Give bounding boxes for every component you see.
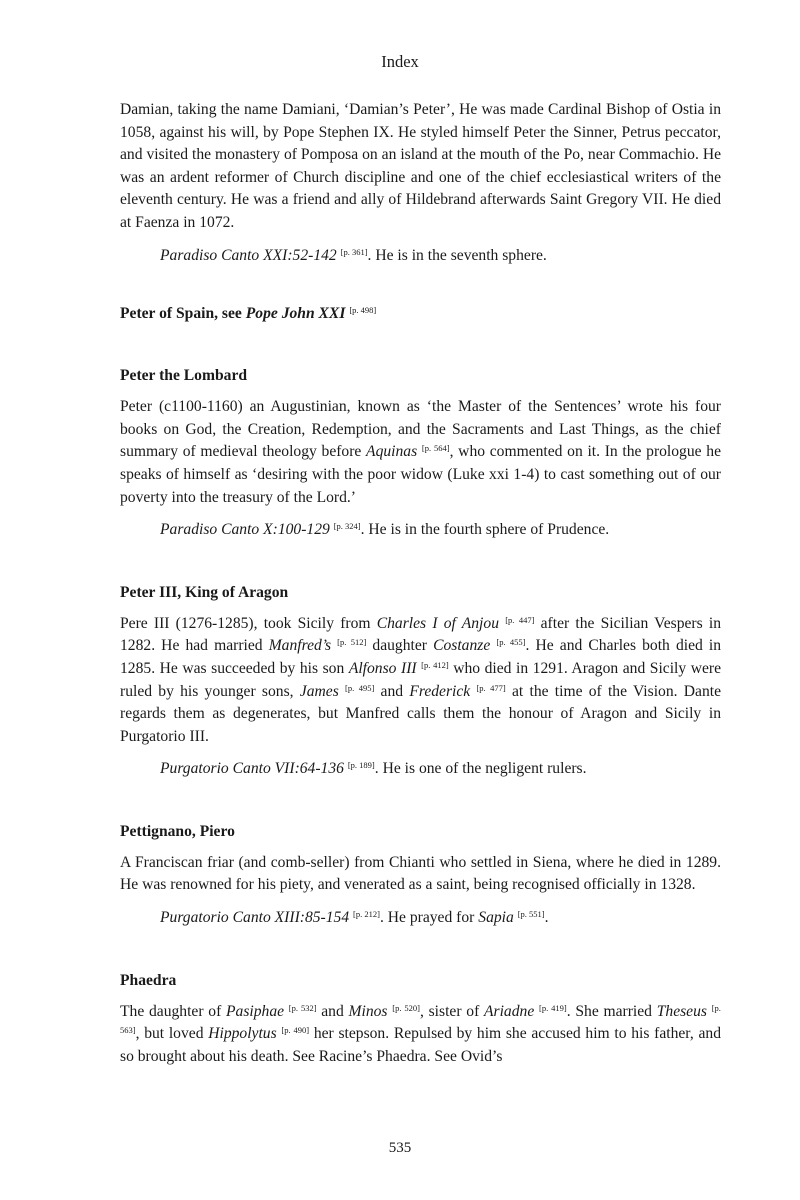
page-ref: [p. 490] [281, 1025, 310, 1036]
entry-body: Damian, taking the name Damiani, ‘Damian’s Peter’, He was made Cardinal Bishop of Ostia in 1058, against his will, by Pope Stephen IX. He styled himself Peter the Sinner, Petrus peccator, and visited the monastery of Pomposa on an island at the mouth of the Po, near Commachio. He was an ardent reformer of Church discipline and one of the chief ecclesiastical writers of the eleventh century. He was a friend and ally of Hildebrand afterwards Saint Gregory VII. He died at Faenza in 1072. [120, 101, 721, 231]
body-text: . He and Charles both died in 1285. He was succeeded by his son [120, 637, 722, 677]
body-text: and [380, 682, 404, 700]
page-ref: [p. 412] [421, 659, 449, 670]
body-text: , sister of [419, 1002, 480, 1020]
cross-ref-link[interactable]: Minos [348, 1002, 388, 1020]
page-ref: [p. 477] [476, 682, 506, 693]
entry-body [120, 1001, 721, 1069]
reference-note: . He is one of the negligent rulers. [374, 760, 587, 778]
see-link[interactable]: Pope John XXI [245, 305, 346, 323]
body-text: who died in 1291. Aragon and Sicily were ruled by his younger sons, [120, 659, 722, 700]
reference-link[interactable]: Purgatorio Canto VII:64-136 [160, 760, 344, 778]
cross-ref-link[interactable]: Frederick [409, 682, 471, 700]
entry-heading: Peter III, King of Aragon [120, 583, 289, 601]
body-text: . She married [566, 1002, 652, 1020]
canto-reference [120, 245, 721, 268]
entry-heading: Pettignano, Piero [120, 822, 235, 840]
page-ref: [p. 498] [349, 305, 377, 316]
reference-note: . He is in the fourth sphere of Prudence. [360, 521, 610, 539]
page-ref: [p. 419] [538, 1002, 567, 1013]
canto-reference [120, 519, 721, 542]
entry-peter-damian-continued [120, 99, 721, 267]
reference-note: . He is in the seventh sphere. [367, 246, 547, 264]
cross-ref-link[interactable]: Hippolytus [208, 1025, 277, 1043]
entry-pettignano-piero [120, 821, 721, 930]
reference-note: . He prayed for [379, 909, 475, 927]
page-ref: [p. 212] [353, 909, 380, 920]
reference-link[interactable]: Purgatorio Canto XIII:85-154 [160, 909, 350, 927]
entry-body: A Franciscan friar (and comb-seller) from Chianti who settled in Siena, where he died in 1289. He was renowned for his piety, and venerated as a saint, being recognised officially in 1328. [120, 853, 721, 894]
index-content [120, 99, 721, 1068]
page-ref: [p. 512] [337, 637, 367, 648]
body-text: The daughter of [120, 1002, 222, 1020]
cross-ref-link[interactable]: Charles I of Anjou [376, 614, 499, 632]
body-text: after the Sicilian Vespers in 1282. He had married [120, 614, 722, 655]
page-ref: [p. 455] [496, 637, 526, 648]
reference-note: . [544, 909, 549, 927]
page-ref: [p. 189] [347, 760, 375, 771]
entry-peter-the-lombard [120, 365, 721, 542]
cross-ref-link[interactable]: Sapia [478, 909, 514, 927]
canto-reference [120, 907, 721, 930]
page-ref: [p. 324] [333, 521, 361, 532]
cross-ref-link[interactable]: Aquinas [366, 443, 418, 461]
cross-ref-link[interactable]: Pasiphae [226, 1002, 285, 1020]
entry-heading: Peter the Lombard [120, 367, 248, 385]
body-text: Pere III (1276-1285), took Sicily from [120, 614, 371, 632]
page-ref: [p. 361] [340, 246, 368, 257]
entry-peter-iii-aragon [120, 582, 721, 781]
entry-heading [120, 303, 721, 325]
entry-phaedra [120, 970, 721, 1069]
entry-body [120, 613, 721, 749]
page-number: 535 [388, 1140, 412, 1156]
entry-heading: Phaedra [120, 971, 177, 989]
page-ref: [p. 520] [392, 1002, 420, 1013]
reference-link[interactable]: Paradiso Canto X:100-129 [160, 521, 330, 539]
body-text: , but loved [135, 1025, 204, 1043]
body-text: at the time of the Vision. Dante regards them as degenerates, but Manfred calls them the honour of Aragon and Sicily in Purgatorio III. [120, 682, 722, 745]
body-text: daughter [372, 637, 427, 655]
entry-heading-text: Peter of Spain, see [120, 305, 242, 323]
page-ref: [p. 447] [505, 614, 535, 625]
body-text: and [321, 1002, 344, 1020]
body-text: Peter (c1100-1160) an Augustinian, known as ‘the Master of the Sentences’ wrote his four books on God, the Creation, Redemption, and the Sacraments and Last Things, as the chief summary of medieval theology before [120, 398, 721, 461]
body-text: her stepson. Repulsed by him she accused him to his father, and so brought about his death. See Racine’s Phaedra. See Ovid’s [120, 1025, 721, 1065]
cross-ref-link[interactable]: Ariadne [484, 1002, 535, 1020]
running-head: Index [381, 52, 419, 71]
body-text: , who commented on it. In the prologue he speaks of himself as ‘desiring with the poor widow (Luke xxi 1-4) to cast something out of our poverty into the treasury of the Lord.’ [120, 443, 721, 506]
page-ref: [p. 564] [421, 443, 450, 454]
cross-ref-link[interactable]: James [299, 682, 339, 700]
entry-body [120, 396, 721, 509]
canto-reference [120, 758, 721, 781]
cross-ref-link[interactable]: Manfred’s [268, 637, 332, 655]
cross-ref-link[interactable]: Theseus [656, 1002, 707, 1020]
reference-link[interactable]: Paradiso Canto XXI:52-142 [160, 246, 337, 264]
page-ref: [p. 563] [120, 1002, 721, 1036]
cross-ref-link[interactable]: Costanze [433, 637, 491, 655]
page-ref: [p. 495] [345, 682, 375, 693]
page-ref: [p. 551] [517, 909, 545, 920]
cross-ref-link[interactable]: Alfonso III [348, 659, 417, 677]
page-ref: [p. 532] [288, 1002, 317, 1013]
entry-peter-of-spain [120, 303, 721, 325]
